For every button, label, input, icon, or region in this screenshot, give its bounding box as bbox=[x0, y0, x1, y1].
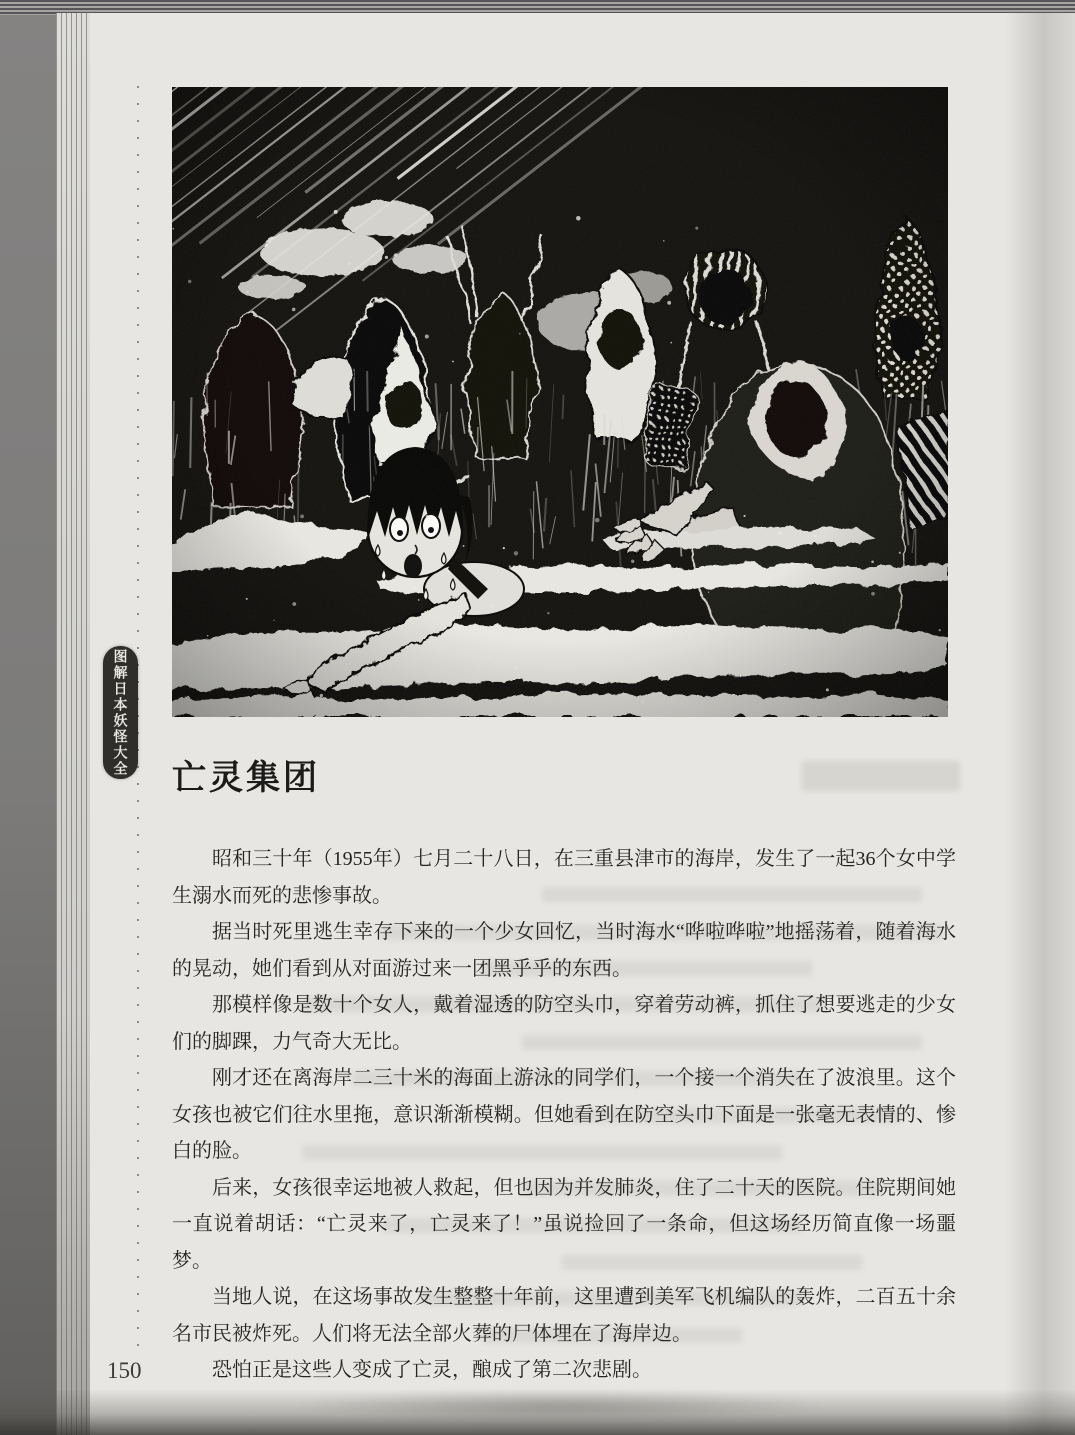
page-number: 150 bbox=[107, 1358, 142, 1383]
yokai-illustration bbox=[172, 87, 948, 717]
page-bottom-shadow bbox=[0, 1389, 1075, 1435]
paragraph: 恐怕正是这些人变成了亡灵，酿成了第二次悲剧。 bbox=[212, 1359, 652, 1381]
page-curve-shadow bbox=[1005, 13, 1075, 1435]
paragraph: 那模样像是数十个女人，戴着湿透的防空头巾，穿着劳动裤，抓住了想要逃走的少女们的脚踝，力气奇大无比。 bbox=[172, 994, 956, 1053]
paragraph: 后来，女孩很幸运地被人救起，但也因为并发肺炎，住了二十天的医院。住院期间她一直说着胡话：“亡灵来了，亡灵来了！”虽说捡回了一条命，但这场经历简直像一场噩梦。 bbox=[172, 1176, 956, 1272]
manga-scene-svg bbox=[172, 87, 948, 717]
page-stack-left-edges bbox=[56, 13, 90, 1435]
article bbox=[172, 750, 956, 1389]
spine-tab bbox=[103, 646, 138, 779]
paragraph: 据当时死里逃生幸存下来的一个少女回忆，当时海水“哗啦哗啦”地摇荡着，随着海水的晃动，她们看到从对面游过来一团黑乎乎的东西。 bbox=[172, 921, 956, 980]
paragraph: 昭和三十年（1955年）七月二十八日，在三重县津市的海岸，发生了一起36个女中学生溺水而死的悲惨事故。 bbox=[172, 848, 956, 907]
article-title: 亡灵集团 bbox=[172, 760, 320, 797]
paragraph: 刚才还在离海岸二三十米的海面上游泳的同学们，一个接一个消失在了波浪里。这个女孩也被它们往水里拖，意识渐渐模糊。但她看到在防空头巾下面是一张毫无表情的、惨白的脸。 bbox=[172, 1067, 956, 1162]
spine-tab-label: 图解日本妖怪大全 bbox=[112, 648, 129, 777]
paragraph: 当地人说，在这场事故发生整整十年前，这里遭到美军飞机编队的轰炸，二百五十余名市民被炸死。人们将无法全部火葬的尸体埋在了海岸边。 bbox=[172, 1286, 956, 1345]
